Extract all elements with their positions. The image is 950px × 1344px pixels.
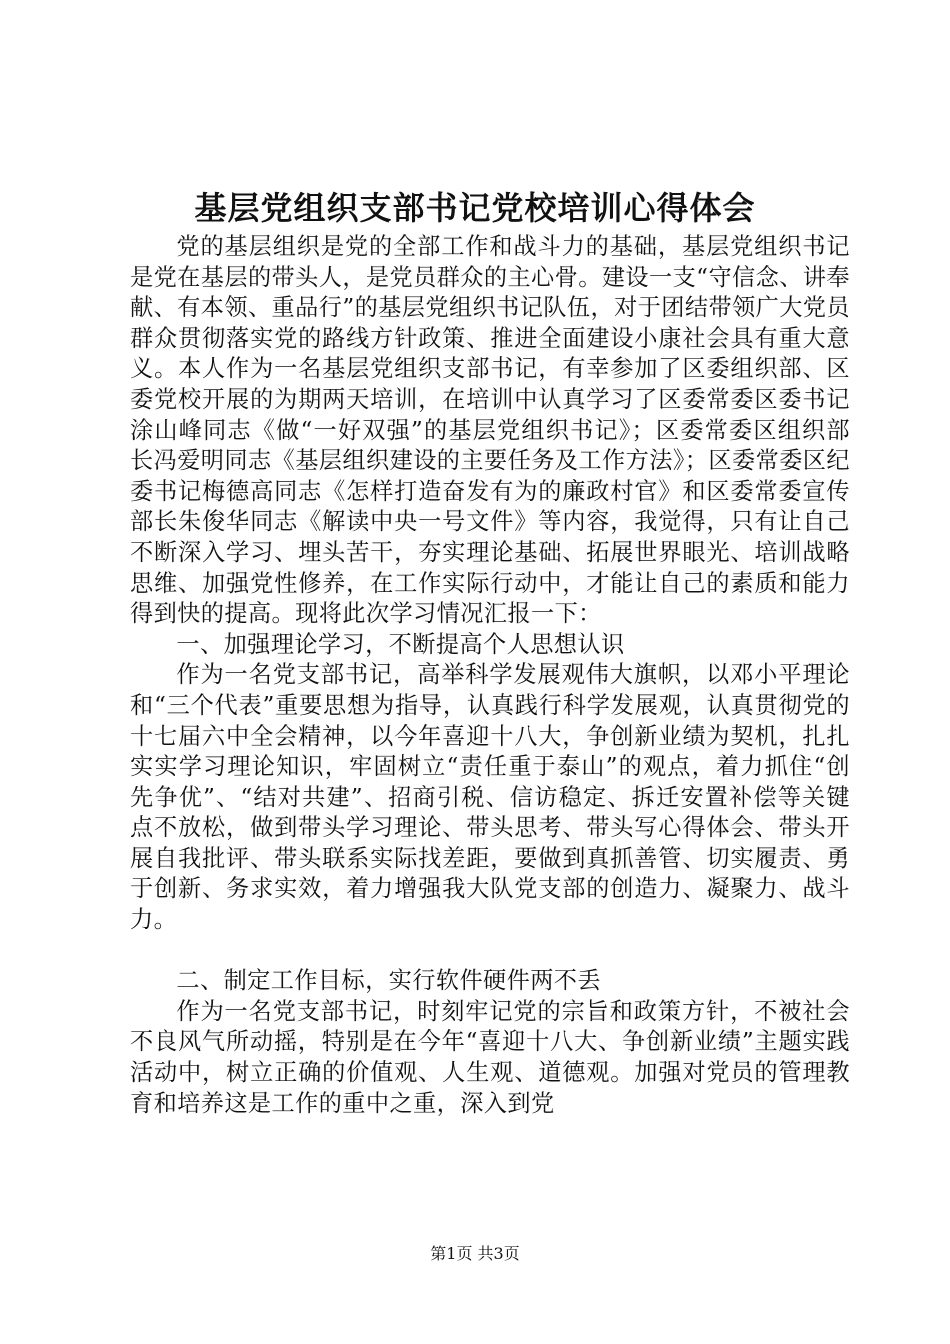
section-2-paragraph: 作为一名党支部书记，时刻牢记党的宗旨和政策方针，不被社会不良风气所动摇，特别是在今年“喜迎十八大、争创新业绩”主题实践活动中，树立正确的价值观、人生观、道德观。加强对党员的管理教育和培养这是工作的重中之重，深入到党 bbox=[130, 997, 850, 1117]
paragraph-spacer bbox=[130, 936, 850, 967]
intro-paragraph: 党的基层组织是党的全部工作和战斗力的基础，基层党组织书记是党在基层的带头人，是党员群众的主心骨。建设一支“守信念、讲奉献、有本领、重品行”的基层党组织书记队伍，对于团结带领广大党员群众贯彻落实党的路线方针政策、推进全面建设小康社会具有重大意义。本人作为一名基层党组织支部书记，有幸参加了区委组织部、区委党校开展的为期两天培训，在培训中认真学习了区委常委区委书记涂山峰同志《做“一好双强”的基层党组织书记》；区委常委区组织部长冯爱明同志《基层组织建设的主要任务及工作方法》；区委常委区纪委书记梅德高同志《怎样打造奋发有为的廉政村官》和区委常委宣传部长朱俊华同志《解读中央一号文件》等内容，我觉得，只有让自己不断深入学习、埋头苦干，夯实理论基础、拓展世界眼光、培训战略思维、加强党性修养，在工作实际行动中，才能让自己的素质和能力得到快的提高。现将此次学习情况汇报一下： bbox=[130, 233, 850, 628]
page-footer: 第1页 共3页 bbox=[430, 1244, 520, 1263]
section-heading-2: 二、制定工作目标，实行软件硬件两不丢 bbox=[176, 967, 601, 995]
section-heading-1: 一、加强理论学习，不断提高个人思想认识 bbox=[176, 630, 625, 658]
section-1-paragraph: 作为一名党支部书记，高举科学发展观伟大旗帜，以邓小平理论和“三个代表”重要思想为指导，认真践行科学发展观，认真贯彻党的十七届六中全会精神，以今年喜迎十八大，争创新业绩为契机，扎扎实实学习理论知识，牢固树立“责任重于泰山”的观点，着力抓住“创先争优”、“结对共建”、招商引税、信访稳定、拆迁安置补偿等关键点不放松，做到带头学习理论、带头思考、带头写心得体会、带头开展自我批评、带头联系实际找差距，要做到真抓善管、切实履责、勇于创新、务求实效，着力增强我大队党支部的创造力、凝聚力、战斗力。 bbox=[130, 661, 850, 934]
document-title: 基层党组织支部书记党校培训心得体会 bbox=[194, 189, 756, 227]
document-body bbox=[130, 232, 850, 1119]
